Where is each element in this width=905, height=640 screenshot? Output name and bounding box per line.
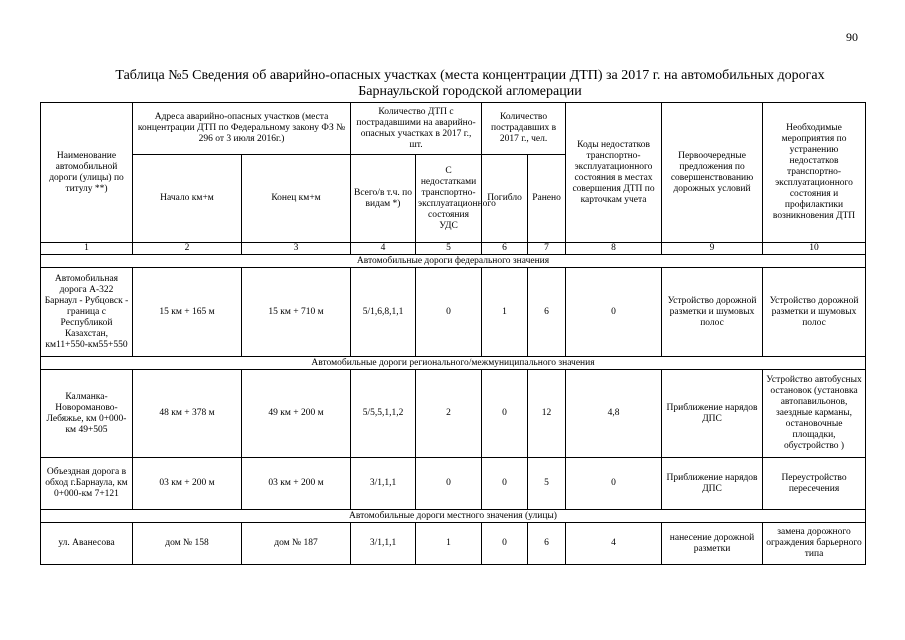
killed-cell: 1 <box>482 268 528 357</box>
injured-cell: 5 <box>528 458 566 510</box>
column-number: 9 <box>662 243 763 255</box>
header-total: Всего/в т.ч. по видам *) <box>351 155 416 243</box>
defects-cell: 0 <box>416 458 482 510</box>
section-regional: Автомобильные дороги регионального/межмуниципального значения <box>41 357 866 370</box>
codes-cell: 4 <box>566 523 662 565</box>
header-start: Начало км+м <box>133 155 242 243</box>
header-injured: Ранено <box>528 155 566 243</box>
measure-cell: Устройство автобусных остановок (установка автопавильонов, заездные карманы, остановочные площадки, обустройство ) <box>763 370 866 458</box>
end-cell: 15 км + 710 м <box>242 268 351 357</box>
codes-cell: 4,8 <box>566 370 662 458</box>
column-number: 10 <box>763 243 866 255</box>
start-cell: 03 км + 200 м <box>133 458 242 510</box>
total-cell: 3/1,1,1 <box>351 523 416 565</box>
total-cell: 5/1,6,8,1,1 <box>351 268 416 357</box>
accident-table <box>40 102 866 565</box>
column-number: 5 <box>416 243 482 255</box>
defects-cell: 2 <box>416 370 482 458</box>
table-row <box>41 268 866 357</box>
header-killed: Погибло <box>482 155 528 243</box>
total-cell: 5/5,5,1,1,2 <box>351 370 416 458</box>
total-cell: 3/1,1,1 <box>351 458 416 510</box>
measure-cell: Переустройство пересечения <box>763 458 866 510</box>
end-cell: 03 км + 200 м <box>242 458 351 510</box>
killed-cell: 0 <box>482 458 528 510</box>
start-cell: 48 км + 378 м <box>133 370 242 458</box>
section-federal: Автомобильные дороги федерального значения <box>41 255 866 268</box>
header-proposals: Первоочередные предложения по совершенствованию дорожных условий <box>662 103 763 243</box>
header-addresses: Адреса аварийно-опасных участков (места концентрации ДТП по Федеральному закону ФЗ № 296 от 3 июля 2016г.) <box>133 103 351 155</box>
title-line-1: Таблица №5 Сведения об аварийно-опасных участках (места концентрации ДТП) за 2017 г. на автомобильных дорогах <box>115 68 825 83</box>
table-title <box>40 68 900 100</box>
table-row <box>41 458 866 510</box>
column-number: 2 <box>133 243 242 255</box>
injured-cell: 6 <box>528 268 566 357</box>
proposal-cell: Устройство дорожной разметки и шумовых полос <box>662 268 763 357</box>
proposal-cell: Приближение нарядов ДПС <box>662 370 763 458</box>
end-cell: дом № 187 <box>242 523 351 565</box>
column-number: 8 <box>566 243 662 255</box>
column-number: 6 <box>482 243 528 255</box>
start-cell: дом № 158 <box>133 523 242 565</box>
defects-cell: 0 <box>416 268 482 357</box>
header-road-name: Наименование автомобильной дороги (улицы) по титулу **) <box>41 103 133 243</box>
page-number: 90 <box>846 30 858 44</box>
road-name-cell: Автомобильная дорога А-322 Барнаул - Рубцовск - граница с Республикой Казахстан, км11+550-км55+550 <box>41 268 133 357</box>
measure-cell: замена дорожного ограждения барьерного типа <box>763 523 866 565</box>
start-cell: 15 км + 165 м <box>133 268 242 357</box>
defects-cell: 1 <box>416 523 482 565</box>
header-measures: Необходимые мероприятия по устранению недостатков транспортно-эксплуатационного состояния и профилактики возникновения ДТП <box>763 103 866 243</box>
injured-cell: 12 <box>528 370 566 458</box>
killed-cell: 0 <box>482 370 528 458</box>
header-victims: Количество пострадавших в 2017 г., чел. <box>482 103 566 155</box>
table-row <box>41 370 866 458</box>
column-number: 7 <box>528 243 566 255</box>
header-with-defects: С недостатками транспортно-эксплуатационного состояния УДС <box>416 155 482 243</box>
header-end: Конец км+м <box>242 155 351 243</box>
column-number: 1 <box>41 243 133 255</box>
end-cell: 49 км + 200 м <box>242 370 351 458</box>
killed-cell: 0 <box>482 523 528 565</box>
road-name-cell: ул. Аванесова <box>41 523 133 565</box>
table-row <box>41 523 866 565</box>
title-line-2: Барнаульской городской агломерации <box>358 84 582 99</box>
road-name-cell: Калманка-Новороманово-Лебяжье, км 0+000-км 49+505 <box>41 370 133 458</box>
column-number: 3 <box>242 243 351 255</box>
header-codes: Коды недостатков транспортно-эксплуатационного состояния в местах совершения ДТП по карточкам учета <box>566 103 662 243</box>
injured-cell: 6 <box>528 523 566 565</box>
road-name-cell: Объездная дорога в обход г.Барнаула, км 0+000-км 7+121 <box>41 458 133 510</box>
codes-cell: 0 <box>566 268 662 357</box>
measure-cell: Устройство дорожной разметки и шумовых полос <box>763 268 866 357</box>
header-dtp-count: Количество ДТП с пострадавшими на аварийно-опасных участках в 2017 г., шт. <box>351 103 482 155</box>
column-number: 4 <box>351 243 416 255</box>
proposal-cell: Приближение нарядов ДПС <box>662 458 763 510</box>
codes-cell: 0 <box>566 458 662 510</box>
proposal-cell: нанесение дорожной разметки <box>662 523 763 565</box>
section-local: Автомобильные дороги местного значения (улицы) <box>41 510 866 523</box>
